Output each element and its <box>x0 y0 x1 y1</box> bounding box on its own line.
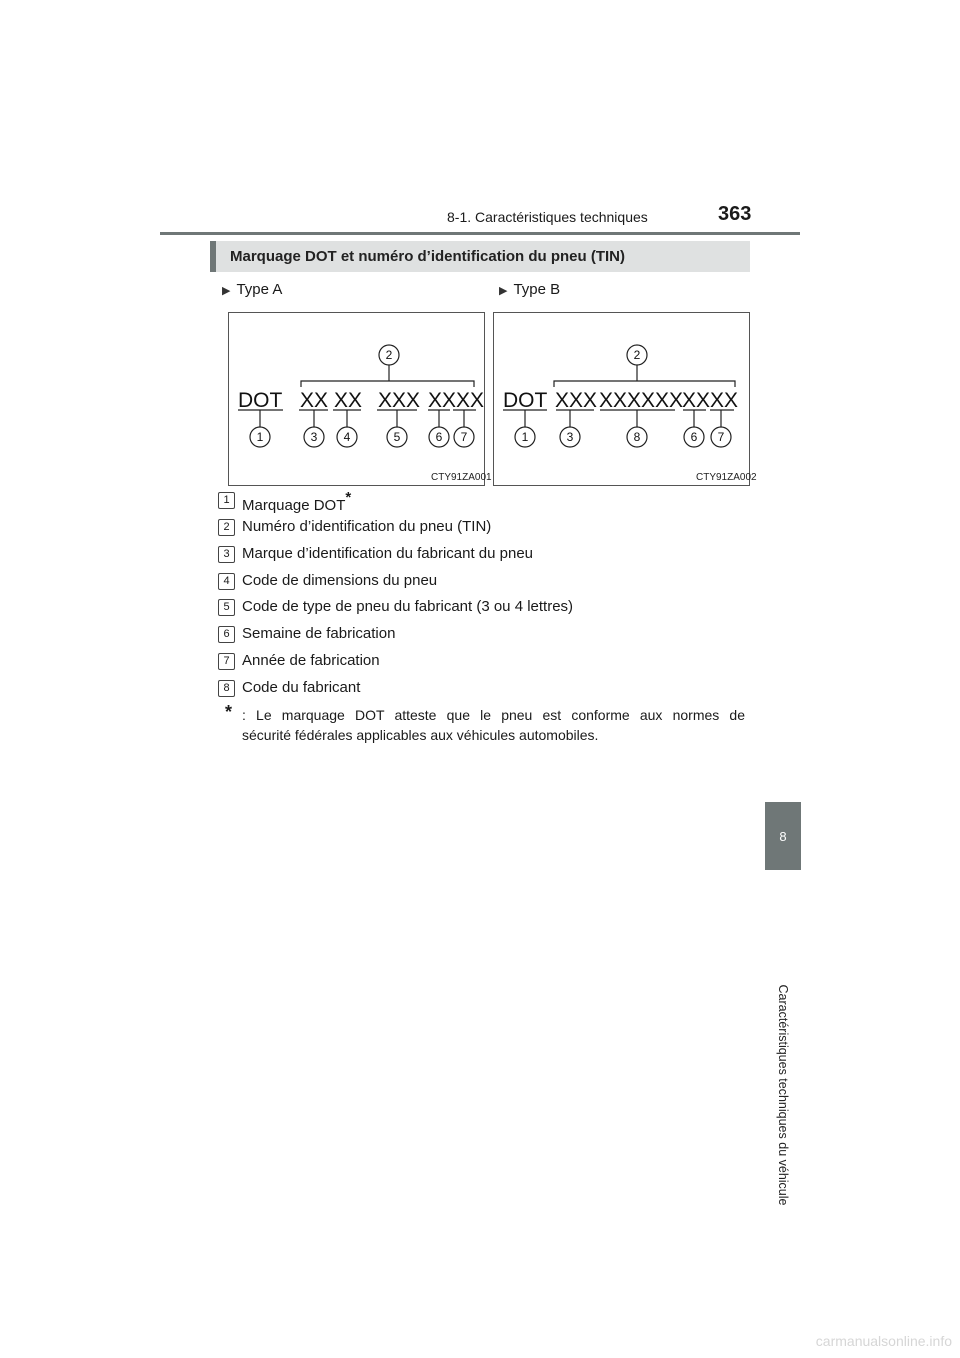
callout-1: 1 <box>521 430 529 444</box>
legend-number-badge: 5 <box>218 599 235 616</box>
figure-type-b <box>493 312 757 486</box>
legend-text: Code du fabricant <box>242 679 361 696</box>
watermark: carmanualsonline.info <box>815 1333 952 1349</box>
callout-6: 6 <box>435 430 443 444</box>
type-a-label <box>222 281 282 298</box>
legend-number-badge: 6 <box>218 626 235 643</box>
code-xx-2: XX <box>334 389 363 412</box>
legend-text: Semaine de fabrication <box>242 625 396 642</box>
callout-7: 7 <box>460 430 468 444</box>
header-rule <box>160 232 800 235</box>
legend-number-badge: 4 <box>218 573 235 590</box>
callout-4: 4 <box>343 430 351 444</box>
code-xx-1: XX <box>300 389 329 412</box>
footnote-marker: * <box>345 489 352 506</box>
legend-text: Année de fabrication <box>242 652 380 669</box>
callout-3: 3 <box>310 430 318 444</box>
tin-bracket <box>301 381 474 387</box>
code-xxx: XXX <box>378 389 421 412</box>
code-xxxx: XXXX <box>682 389 739 412</box>
legend-number-badge: 7 <box>218 653 235 670</box>
callout-2: 2 <box>633 348 641 362</box>
section-heading-bar <box>210 241 750 272</box>
running-header-title: 8-1. Caractéristiques techniques <box>447 209 648 225</box>
legend-text-label: Marquage DOT <box>242 497 346 514</box>
callout-7: 7 <box>717 430 725 444</box>
dot-text: DOT <box>238 389 283 412</box>
dot-text: DOT <box>503 389 548 412</box>
diagram-type-a <box>229 313 492 485</box>
figure-type-a <box>228 312 492 486</box>
chapter-number: 8 <box>779 828 787 844</box>
footnote-text <box>242 705 745 745</box>
tin-bracket <box>554 381 735 387</box>
chapter-tab <box>765 802 801 870</box>
image-code: CTY91ZA002 <box>696 472 757 483</box>
type-a-label-text: Type A <box>236 281 283 298</box>
legend-text: Code de type de pneu du fabricant (3 ou 4 lettres) <box>242 598 574 615</box>
code-xxx: XXX <box>555 389 598 412</box>
legend-number-badge: 3 <box>218 546 235 563</box>
footnote-star: * <box>225 702 233 722</box>
chapter-side-label: Caractéristiques techniques du véhicule <box>776 984 790 1206</box>
type-b-label <box>499 281 560 298</box>
page-number: 363 <box>718 203 752 225</box>
code-xxxxxx: XXXXXX <box>599 389 684 412</box>
legend-text <box>242 491 351 514</box>
image-code: CTY91ZA001 <box>431 472 492 483</box>
triangle-bullet-icon: ▶ <box>222 285 231 297</box>
diagram-type-b <box>494 313 757 485</box>
footnote-line-2: sécurité fédérales applicables aux véhicules automobiles. <box>242 727 599 743</box>
code-xxxx: XXXX <box>428 389 485 412</box>
callout-3: 3 <box>566 430 574 444</box>
footnote <box>225 702 745 745</box>
legend-text: Numéro d’identification du pneu (TIN) <box>242 518 492 535</box>
callout-2: 2 <box>385 348 393 362</box>
callout-5: 5 <box>393 430 401 444</box>
section-heading: Marquage DOT et numéro d’identification du pneu (TIN) <box>230 248 625 265</box>
legend-text: Code de dimensions du pneu <box>242 572 438 589</box>
type-b-label-text: Type B <box>513 281 561 298</box>
legend-number-badge: 1 <box>218 492 235 509</box>
callout-1: 1 <box>256 430 264 444</box>
triangle-bullet-icon: ▶ <box>499 285 508 297</box>
callout-8: 8 <box>633 430 641 444</box>
legend-number-badge: 2 <box>218 519 235 536</box>
legend-number-badge: 8 <box>218 680 235 697</box>
callout-6: 6 <box>690 430 698 444</box>
legend-text: Marque d’identification du fabricant du pneu <box>242 545 534 562</box>
footnote-line-1: : Le marquage DOT atteste que le pneu est conforme aux normes de <box>242 707 745 723</box>
